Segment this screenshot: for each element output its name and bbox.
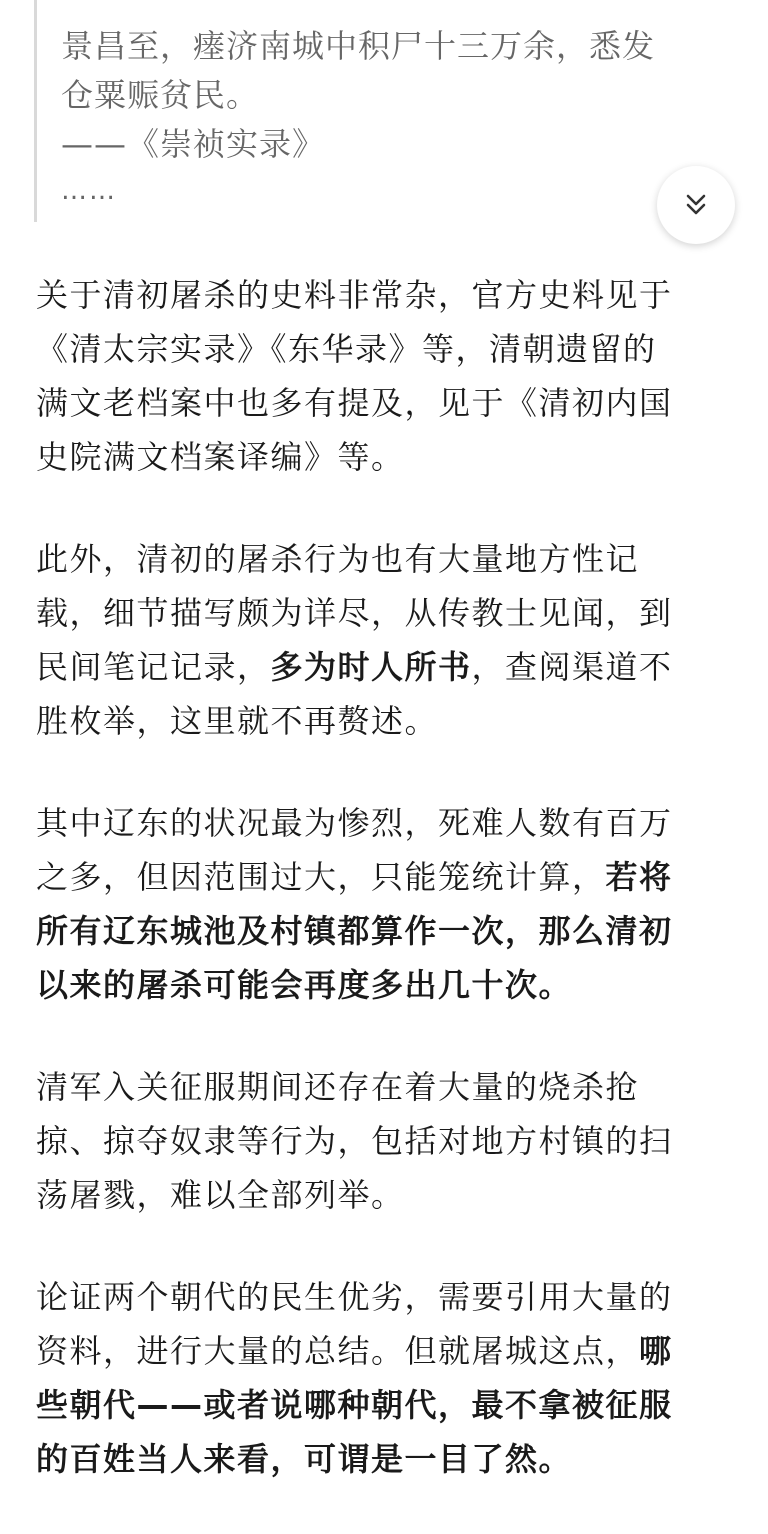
text-line (36, 640, 736, 694)
text-line: 清军入关征服期间还存在着大量的烧杀抢 (36, 1068, 640, 1106)
text-line: 史院满文档案译编》等。 (36, 438, 405, 476)
blockquote (34, 0, 654, 222)
text-line: 掠、掠夺奴隶等行为，包括对地方村镇的扫 (36, 1122, 673, 1160)
text-line: 载，细节描写颇为详尽，从传教士见闻，到 (36, 594, 673, 632)
quote-line: 仓粟赈贫民。 (61, 76, 260, 114)
expand-quote-button[interactable] (657, 166, 735, 244)
paragraph (36, 268, 736, 484)
quote-line: 景昌至，瘗济南城中积尸十三万余，悉发 (61, 27, 656, 65)
quote-source: ——《崇祯实录》 (61, 125, 326, 163)
text-line: 胜枚举，这里就不再赘述。 (36, 702, 439, 740)
text-line: 关于清初屠杀的史料非常杂，官方史料见于 (36, 276, 673, 314)
emphasis-text: 若将 (605, 858, 673, 896)
text-line (36, 1324, 736, 1378)
text-line: 满文老档案中也多有提及，见于《清初内国 (36, 384, 673, 422)
article-body (36, 268, 736, 1534)
paragraph (36, 1270, 736, 1486)
text-line: 此外，清初的屠杀行为也有大量地方性记 (36, 540, 640, 578)
text-segment: ，查阅渠道不 (471, 648, 673, 686)
paragraph (36, 1060, 736, 1222)
emphasis-text: 多为时人所书 (270, 648, 472, 686)
emphasis-text: 些朝代——或者说哪种朝代，最不拿被征服 (36, 1386, 673, 1424)
text-segment: 民间笔记记录， (36, 648, 271, 686)
paragraph (36, 532, 736, 748)
text-line (36, 850, 736, 904)
emphasis-text: 所有辽东城池及村镇都算作一次，那么清初 (36, 912, 673, 950)
paragraph (36, 796, 736, 1012)
emphasis-text: 的百姓当人来看，可谓是一目了然。 (36, 1440, 573, 1478)
quote-ellipsis: …… (61, 176, 117, 206)
text-segment: 资料，进行大量的总结。但就屠城这点， (36, 1332, 640, 1370)
text-line: 荡屠戮，难以全部列举。 (36, 1176, 405, 1214)
text-segment: 之多，但因范围过大，只能笼统计算， (36, 858, 606, 896)
double-chevron-down-icon (682, 191, 710, 219)
text-line: 其中辽东的状况最为惨烈，死难人数有百万 (36, 804, 673, 842)
text-line: 论证两个朝代的民生优劣，需要引用大量的 (36, 1278, 673, 1316)
emphasis-text: 以来的屠杀可能会再度多出几十次。 (36, 966, 573, 1004)
emphasis-text: 哪 (639, 1332, 673, 1370)
text-line: 《清太宗实录》《东华录》等，清朝遗留的 (36, 330, 657, 368)
